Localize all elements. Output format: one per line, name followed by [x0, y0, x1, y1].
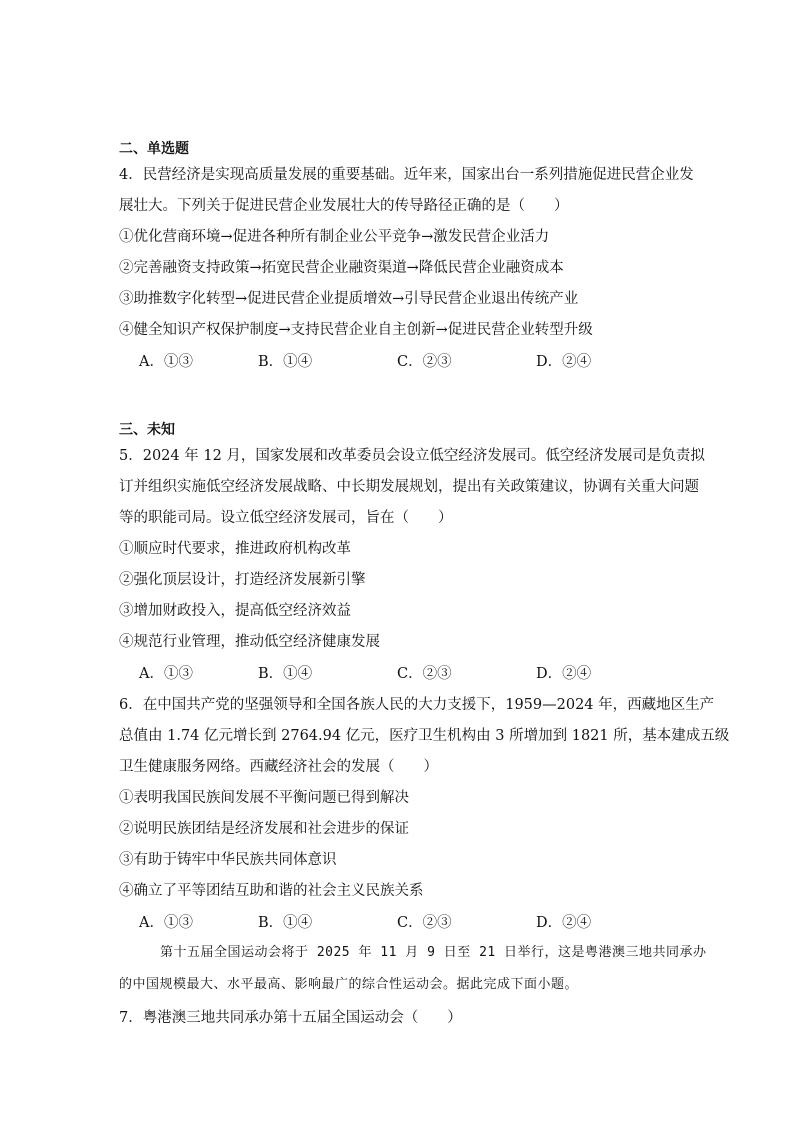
q5-stem-line-3: 等的职能司局。设立低空经济发展司，旨在（ ） [119, 510, 453, 526]
q6-item-1: ①表明我国民族间发展不平衡问题已得到解决 [119, 790, 409, 806]
q4-option-a: A．①③ [139, 354, 193, 370]
q6-stem-line-2: 总值由 1.74 亿元增长到 2764.94 亿元，医疗卫生机构由 3 所增加到 1821 所，基本建成五级 [119, 728, 730, 744]
q5-item-1: ①顺应时代要求，推进政府机构改革 [119, 541, 351, 557]
q5-option-d: D．②④ [536, 666, 592, 682]
q6-item-4: ④确立了平等团结互助和谐的社会主义民族关系 [119, 883, 424, 899]
q5-option-c: C．②③ [397, 666, 452, 682]
q5-item-4: ④规范行业管理，推动低空经济健康发展 [119, 634, 380, 650]
q6-option-c: C．②③ [397, 915, 452, 931]
q4-item-3: ③助推数字化转型→促进民营企业提质增效→引导民营企业退出传统产业 [119, 291, 579, 307]
q4-stem-line-2: 展壮大。下列关于促进民营企业发展壮大的传导路径正确的是（ ） [119, 198, 569, 214]
q6-item-2: ②说明民族团结是经济发展和社会进步的保证 [119, 821, 409, 837]
q4-item-2: ②完善融资支持政策→拓宽民营企业融资渠道→降低民营企业融资成本 [119, 260, 564, 276]
q5-item-3: ③增加财政投入，提高低空经济效益 [119, 603, 351, 619]
q6-option-b: B．①④ [258, 915, 313, 931]
q6-stem-line-1: 6．在中国共产党的坚强领导和全国各族人民的大力支援下，1959—2024 年，西藏地区生产 [119, 697, 715, 713]
material-line-1: 第十五届全国运动会将于 2025 年 11 月 9 日至 21 日举行，这是粤港澳三地共同承办 [160, 945, 707, 960]
q4-item-1: ①优化营商环境→促进各种所有制企业公平竞争→激发民营企业活力 [119, 229, 550, 245]
q6-option-a: A．①③ [139, 915, 193, 931]
q6-item-3: ③有助于铸牢中华民族共同体意识 [119, 852, 337, 868]
material-line-2: 的中国规模最大、水平最高、影响最广的综合性运动会。据此完成下面小题。 [119, 977, 579, 992]
q4-option-b: B．①④ [258, 354, 313, 370]
section-title-single-choice: 二、单选题 [119, 141, 189, 157]
q5-item-2: ②强化顶层设计，打造经济发展新引擎 [119, 572, 366, 588]
q6-stem-line-3: 卫生健康服务网络。西藏经济社会的发展（ ） [119, 759, 438, 775]
q4-option-d: D．②④ [536, 354, 592, 370]
q7-stem-line-1: 7．粤港澳三地共同承办第十五届全国运动会（ ） [119, 1010, 462, 1026]
q4-option-c: C．②③ [397, 354, 452, 370]
q6-option-d: D．②④ [536, 915, 592, 931]
q4-stem-line-1: 4．民营经济是实现高质量发展的重要基础。近年来，国家出台一系列措施促进民营企业发 [119, 167, 694, 183]
q4-item-4: ④健全知识产权保护制度→支持民营企业自主创新→促进民营企业转型升级 [119, 322, 593, 338]
q5-option-b: B．①④ [258, 666, 313, 682]
q5-stem-line-2: 订并组织实施低空经济发展战略、中长期发展规划，提出有关政策建议，协调有关重大问题 [119, 479, 699, 495]
section-title-unknown: 三、未知 [119, 422, 175, 438]
q5-option-a: A．①③ [139, 666, 193, 682]
q5-stem-line-1: 5．2024 年 12 月，国家发展和改革委员会设立低空经济发展司。低空经济发展司是负责拟 [119, 448, 705, 464]
